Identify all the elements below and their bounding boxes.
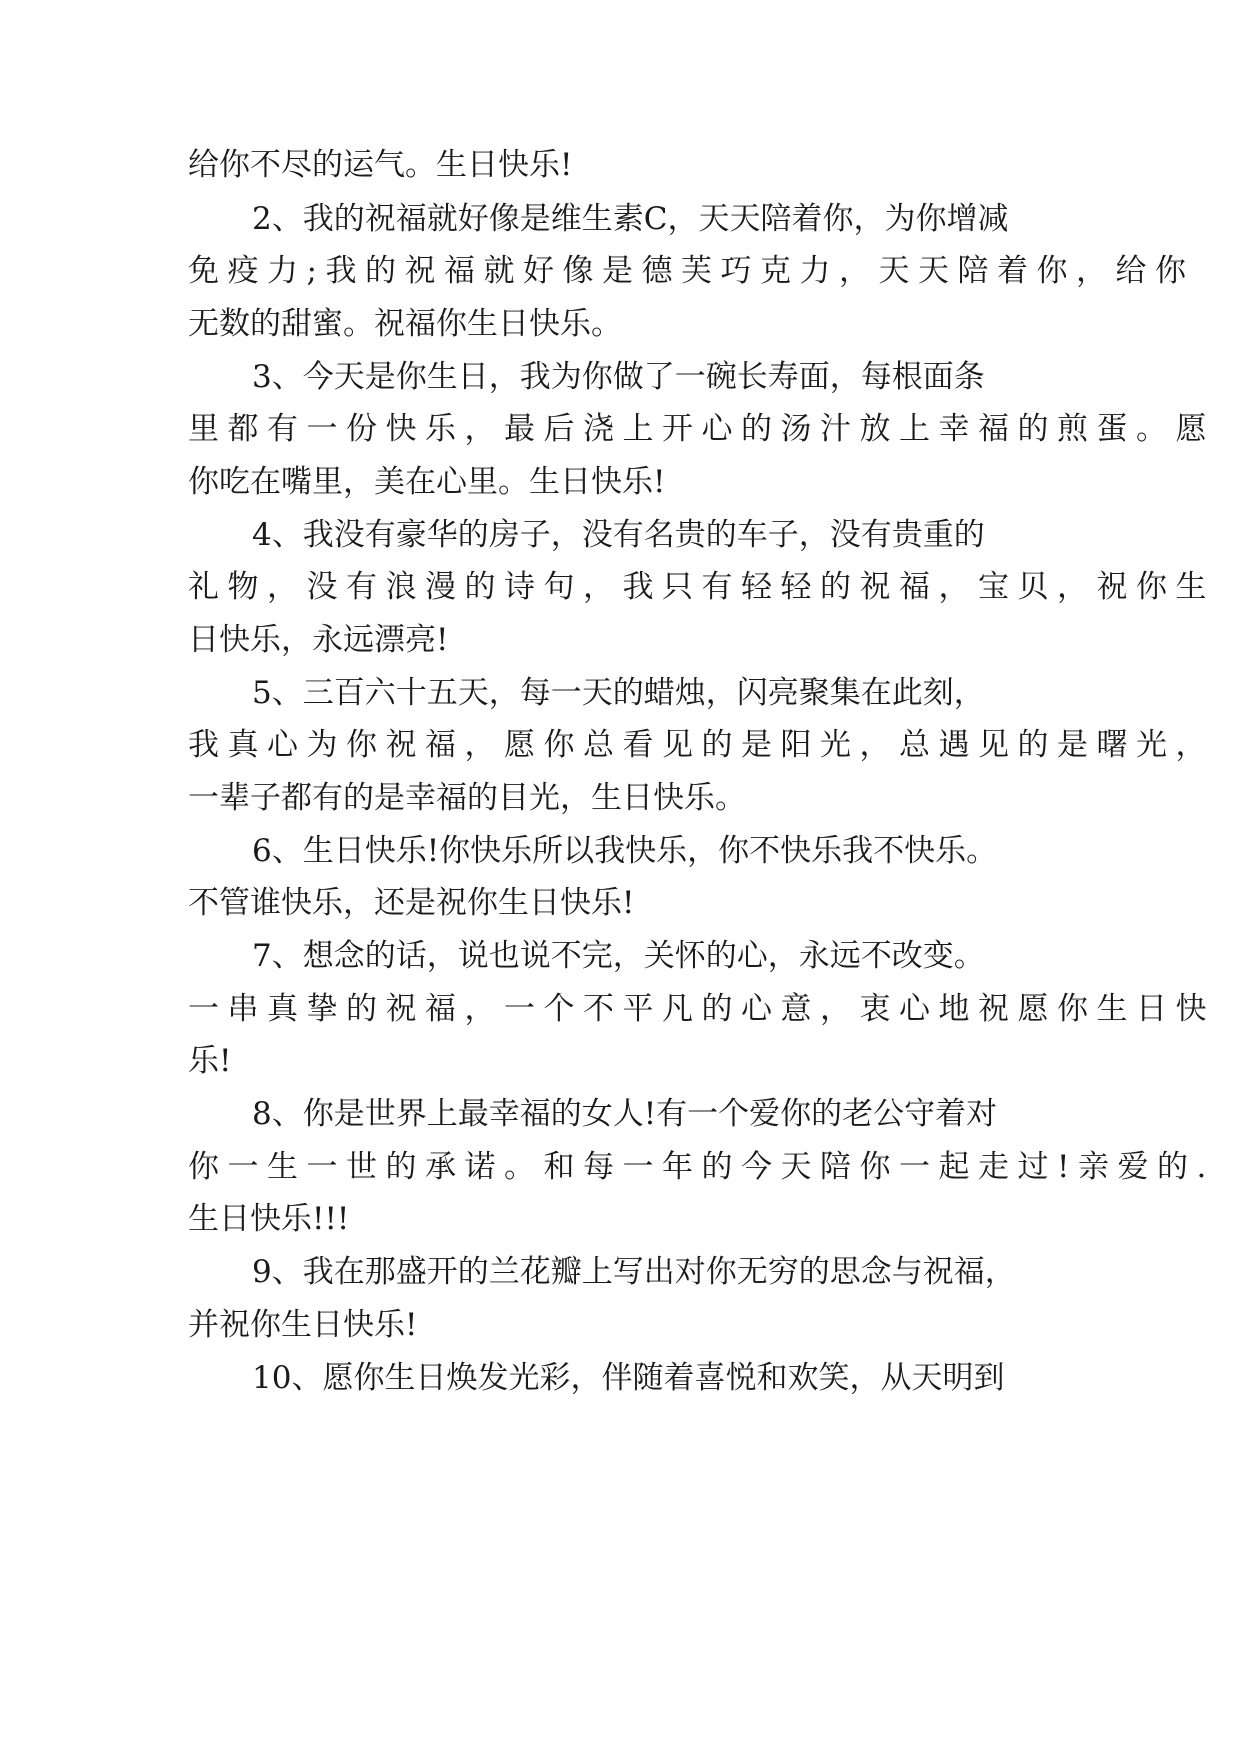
paragraph-line: 2、我的祝福就好像是维生素C，天天陪着你，为你增减 — [252, 201, 1009, 237]
text-line: 一辈子都有的是幸福的目光，生日快乐。 — [188, 780, 746, 816]
text-line: 乐! — [188, 1043, 232, 1079]
paragraph-line: 3、今天是你生日，我为你做了一碗长寿面，每根面条 — [252, 359, 985, 395]
paragraph-line: 9、我在那盛开的兰花瓣上写出对你无穷的思念与祝福， — [252, 1254, 1016, 1290]
text-line: 我真心为你祝福，愿你总看见的是阳光，总遇见的是曙光， — [188, 727, 1215, 763]
text-line: 生日快乐!!! — [188, 1201, 350, 1237]
text-line: 不管谁快乐，还是祝你生日快乐! — [188, 885, 635, 921]
text-line: 给你不尽的运气。生日快乐! — [188, 147, 573, 183]
text-line: 礼物，没有浪漫的诗句，我只有轻轻的祝福，宝贝，祝你生 — [188, 569, 1215, 605]
text-line: 日快乐，永远漂亮! — [188, 622, 449, 658]
text-line: 你一生一世的承诺。和每一年的今天陪你一起走过!亲爱的. — [188, 1149, 1215, 1185]
paragraph-line: 7、想念的话，说也说不完，关怀的心，永远不改变。 — [252, 938, 985, 974]
paragraph-line: 6、生日快乐!你快乐所以我快乐，你不快乐我不快乐。 — [252, 833, 998, 869]
paragraph-line: 4、我没有豪华的房子，没有名贵的车子，没有贵重的 — [252, 517, 985, 553]
paragraph-line: 10、愿你生日焕发光彩，伴随着喜悦和欢笑，从天明到 — [252, 1360, 1005, 1396]
paragraph-line: 8、你是世界上最幸福的女人!有一个爱你的老公守着对 — [252, 1096, 998, 1132]
text-line: 一串真挚的祝福，一个不平凡的心意，衷心地祝愿你生日快 — [188, 991, 1215, 1027]
text-line: 免疫力;我的祝福就好像是德芙巧克力，天天陪着你，给你 — [188, 253, 1195, 289]
text-line: 无数的甜蜜。祝福你生日快乐。 — [188, 306, 622, 342]
text-line: 里都有一份快乐，最后浇上开心的汤汁放上幸福的煎蛋。愿 — [188, 411, 1215, 447]
text-line: 你吃在嘴里，美在心里。生日快乐! — [188, 464, 666, 500]
text-line: 并祝你生日快乐! — [188, 1307, 418, 1343]
paragraph-line: 5、三百六十五天，每一天的蜡烛，闪亮聚集在此刻， — [252, 675, 985, 711]
